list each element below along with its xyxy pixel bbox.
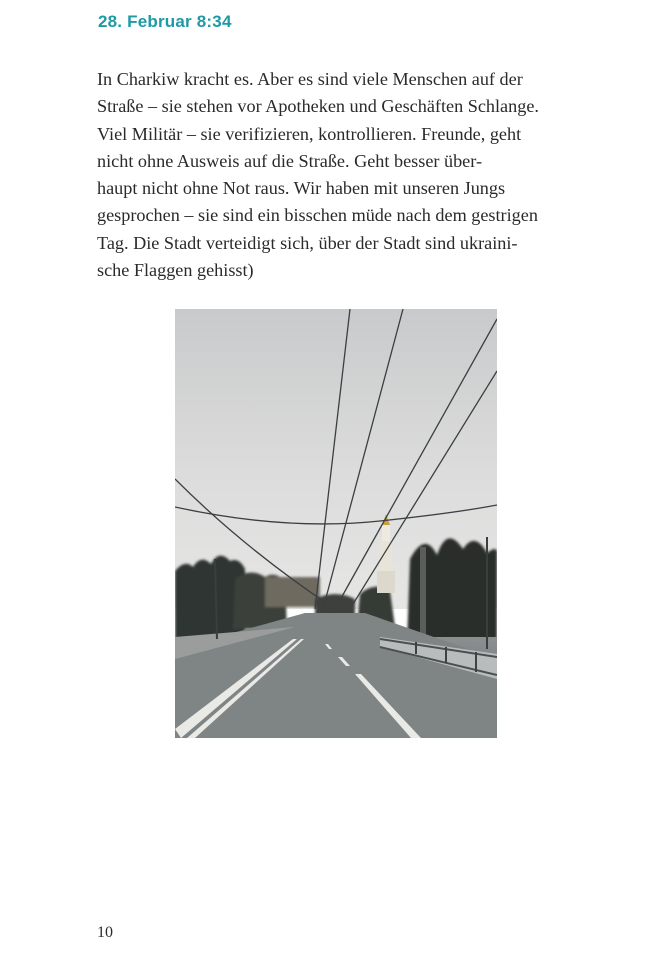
text-line: gesprochen – sie sind ein bisschen müde nach dem gestrigen [97,205,538,226]
text-line: Tag. Die Stadt verteidigt sich, über der Stadt sind ukraini- [97,232,518,253]
entry-body-text [97,66,597,284]
column [420,547,426,637]
text-line: nicht ohne Ausweis auf die Straße. Geht besser über- [97,150,483,171]
page-number: 10 [97,924,113,941]
entry-date-heading: 28. Februar 8:34 [98,12,232,31]
text-line: sche Flaggen gehisst) [97,260,254,281]
text-line: In Charkiw kracht es. Aber es sind viele Menschen auf der [97,69,523,89]
text-line: haupt nicht ohne Not raus. Wir haben mit unseren Jungs [97,178,506,199]
street-photo [175,309,497,738]
text-line: Straße – sie stehen vor Apotheken und Geschäften Schlange. [97,96,539,117]
text-line: Viel Militär – sie verifizieren, kontrollieren. Freunde, geht [97,123,522,144]
